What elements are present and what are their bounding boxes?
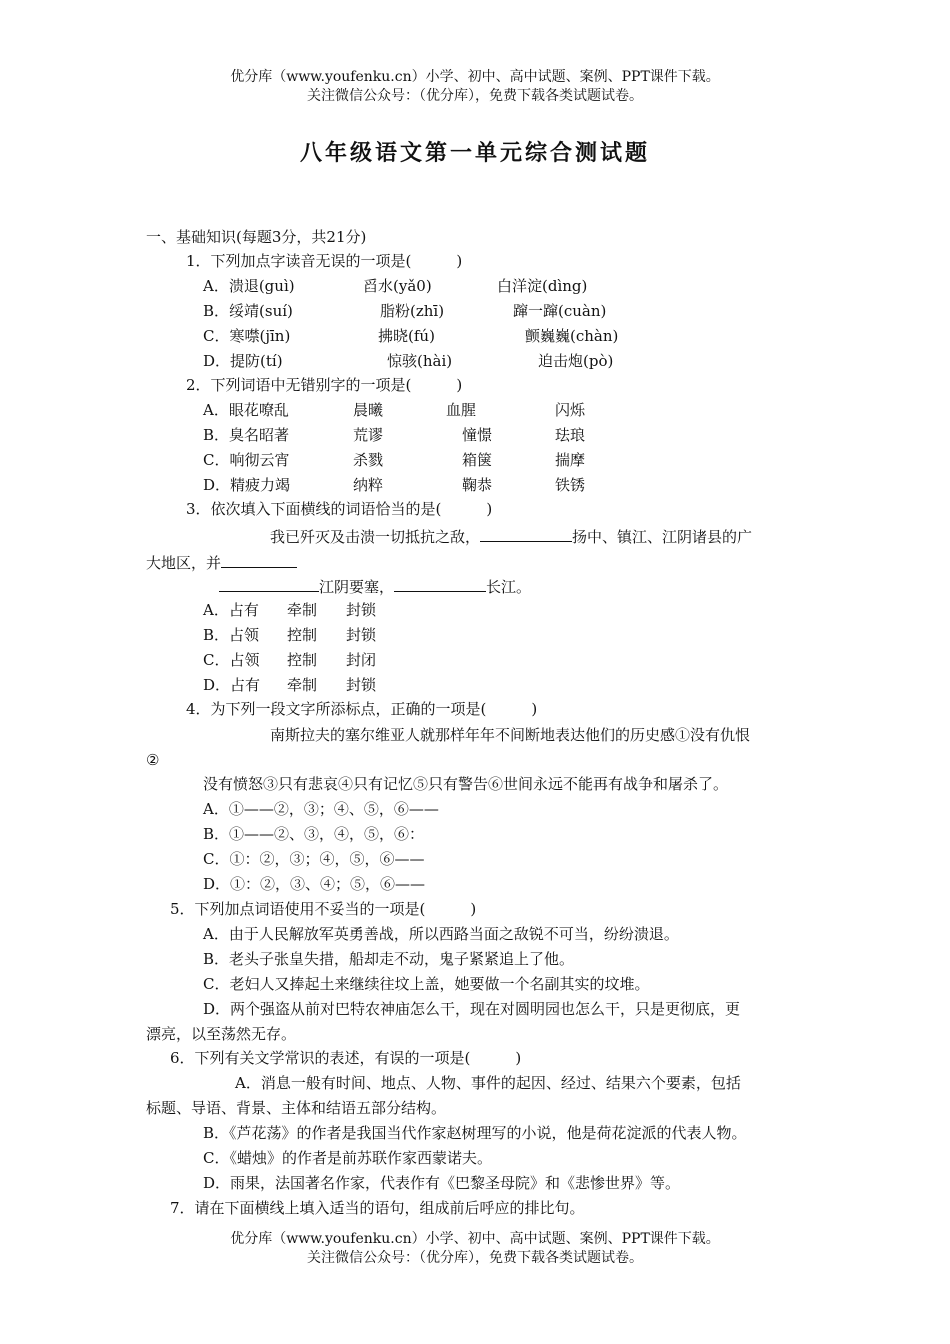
- q4-option-c: C．①：②，③；④，⑤，⑥——: [203, 850, 425, 868]
- footer-line-1: 优分库（www.youfenku.cn）小学、初中、高中试题、案例、PPT课件下载。: [230, 1231, 720, 1247]
- q4-passage-line-3: 没有愤怒③只有悲哀④只有记忆⑤只有警告⑥世间永远不能再有战争和屠杀了。: [203, 775, 729, 793]
- page-title: 八年级语文第一单元综合测试题: [299, 140, 650, 166]
- q3-c-2: 控制: [287, 651, 318, 669]
- q5-stem: 5．下列加点词语使用不妥当的一项是( ): [170, 900, 477, 918]
- q2-d-2: 纳粹: [353, 476, 384, 494]
- q3-text-c: 大地区，并: [146, 554, 222, 572]
- q3-passage-line-3: [219, 574, 531, 598]
- q3-a-3: 封锁: [346, 601, 377, 619]
- q6-stem: 6．下列有关文学常识的表述，有误的一项是( ): [170, 1049, 522, 1067]
- q3-blank-2: [221, 550, 297, 568]
- q6-option-d: D．雨果，法国著名作家，代表作有《巴黎圣母院》和《悲惨世界》等。: [203, 1174, 681, 1192]
- q3-text-a: 我已歼灭及击溃一切抵抗之敌，: [270, 528, 481, 546]
- q4-stem: 4．为下列一段文字所添标点，正确的一项是( ): [186, 700, 538, 718]
- q1-d-1: D．提防(tí): [203, 352, 283, 370]
- q3-c-1: C．占领: [203, 651, 260, 669]
- q1-b-1: B．绥靖(suí): [203, 302, 293, 320]
- q2-c-3: 箱箧: [462, 451, 493, 469]
- q5-option-a: A．由于人民解放军英勇善战，所以西路当面之敌锐不可当，纷纷溃退。: [203, 925, 679, 943]
- q3-stem: 3．依次填入下面横线的词语恰当的是( ): [186, 500, 493, 518]
- q3-passage-line-2: [146, 550, 297, 574]
- q1-c-1: C．寒噤(jīn): [203, 327, 291, 345]
- section-heading: 一、基础知识(每题3分，共21分): [146, 228, 367, 246]
- q3-text-e: 长江。: [486, 578, 532, 596]
- q3-blank-3: [219, 574, 319, 592]
- q7-stem: 7．请在下面横线上填入适当的语句，组成前后呼应的排比句。: [170, 1199, 585, 1217]
- footer-line-2: 关注微信公众号：（优分库），免费下载各类试题试卷。: [307, 1250, 643, 1266]
- q5-option-b: B．老头子张皇失措，船却走不动，鬼子紧紧追上了他。: [203, 950, 575, 968]
- q2-c-2: 杀戮: [353, 451, 384, 469]
- q3-blank-1: [480, 524, 572, 542]
- q2-b-1: B．臭名昭著: [203, 426, 290, 444]
- q5-option-d-cont: 漂亮，以至荡然无存。: [146, 1025, 297, 1043]
- q2-c-1: C．响彻云宵: [203, 451, 290, 469]
- q4-option-d: D．①：②，③、④；⑤，⑥——: [203, 875, 426, 893]
- q4-passage-line-2: ②: [146, 751, 160, 769]
- q1-c-3: 颤巍巍(chàn): [525, 327, 619, 345]
- q4-option-b: B．①——②、③，④，⑤，⑥：: [203, 825, 425, 843]
- q3-a-2: 牵制: [287, 601, 318, 619]
- page-footer: [0, 1230, 950, 1268]
- q3-b-2: 控制: [287, 626, 318, 644]
- q1-a-2: 舀水(yǎ0): [363, 277, 432, 295]
- q2-stem: 2．下列词语中无错别字的一项是( ): [186, 376, 463, 394]
- q3-blank-4: [394, 574, 486, 592]
- header-line-1: 优分库（www.youfenku.cn）小学、初中、高中试题、案例、PPT课件下载。: [230, 69, 720, 85]
- q6-option-a: A．消息一般有时间、地点、人物、事件的起因、经过、结果六个要素，包括: [235, 1074, 741, 1092]
- q4-option-a: A．①——②，③；④、⑤，⑥——: [203, 800, 439, 818]
- q1-b-3: 蹿一蹿(cuàn): [513, 302, 607, 320]
- q1-a-3: 白洋淀(dìng): [497, 277, 588, 295]
- q5-option-d: D．两个强盗从前对巴特农神庙怎么干，现在对圆明园也怎么干，只是更彻底，更: [203, 1000, 741, 1018]
- q1-stem: 1．下列加点字读音无误的一项是( ): [186, 252, 463, 270]
- q2-a-2: 晨曦: [353, 401, 384, 419]
- q1-b-2: 脂粉(zhī): [380, 302, 445, 320]
- q6-option-b: B．《芦花荡》的作者是我国当代作家赵树理写的小说，他是荷花淀派的代表人物。: [203, 1124, 747, 1142]
- q3-passage-line-1: [270, 524, 752, 548]
- q2-b-2: 荒谬: [353, 426, 384, 444]
- q3-b-1: B．占领: [203, 626, 260, 644]
- q3-text-d: 江阴要塞，: [319, 578, 395, 596]
- q3-a-1: A．占有: [203, 601, 259, 619]
- q4-passage-line-1: 南斯拉夫的塞尔维亚人就那样年年不间断地表达他们的历史感①没有仇恨: [270, 726, 751, 744]
- q3-d-2: 牵制: [287, 676, 318, 694]
- page-header: [0, 68, 950, 106]
- q6-option-a-cont: 标题、导语、背景、主体和结语五部分结构。: [146, 1099, 447, 1117]
- q2-c-4: 揣摩: [555, 451, 586, 469]
- q2-a-4: 闪烁: [555, 401, 586, 419]
- q3-d-3: 封锁: [346, 676, 377, 694]
- q2-d-3: 鞠恭: [462, 476, 493, 494]
- q6-option-c: C．《蜡烛》的作者是前苏联作家西蒙诺夫。: [203, 1149, 492, 1167]
- q1-d-2: 惊骇(hài): [387, 352, 453, 370]
- q5-option-c: C．老妇人又捧起土来继续往坟上盖，她要做一个名副其实的坟堆。: [203, 975, 650, 993]
- q1-a-1: A．溃退(guì): [203, 277, 295, 295]
- q2-a-1: A．眼花嘹乱: [203, 401, 289, 419]
- header-line-2: 关注微信公众号：（优分库），免费下载各类试题试卷。: [307, 88, 643, 104]
- q3-c-3: 封闭: [346, 651, 377, 669]
- q2-b-3: 憧憬: [462, 426, 493, 444]
- q2-a-3: 血腥: [446, 401, 477, 419]
- q1-c-2: 拂晓(fú): [378, 327, 435, 345]
- q3-text-b: 扬中、镇江、江阴诸县的广: [572, 528, 753, 546]
- q3-d-1: D．占有: [203, 676, 261, 694]
- q1-d-3: 迫击炮(pò): [538, 352, 614, 370]
- q2-b-4: 珐琅: [555, 426, 586, 444]
- q3-b-3: 封锁: [346, 626, 377, 644]
- q2-d-1: D．精疲力竭: [203, 476, 291, 494]
- q2-d-4: 铁锈: [555, 476, 586, 494]
